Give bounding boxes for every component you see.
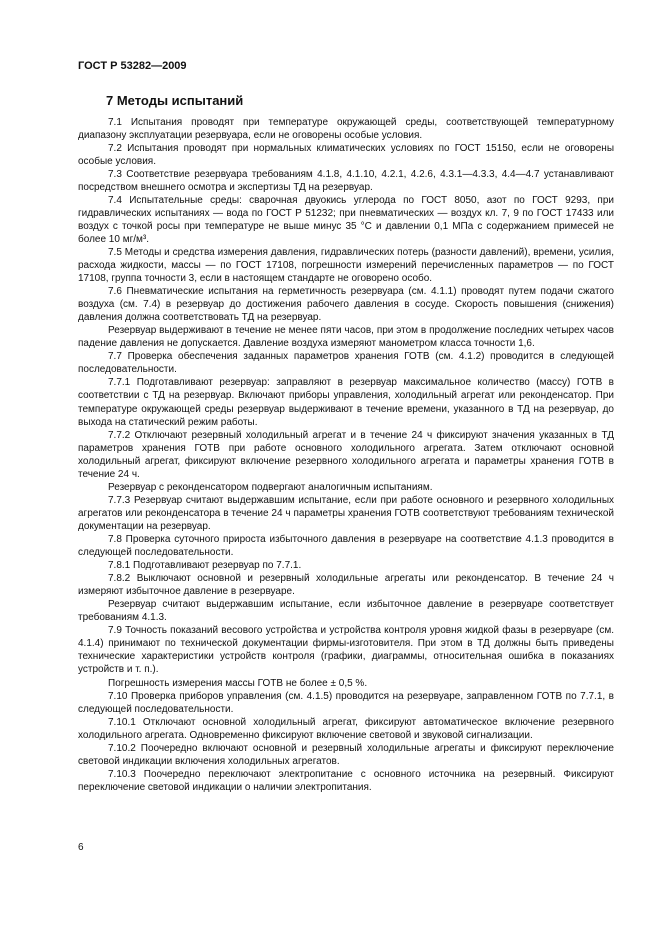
paragraph-7-7-2-reconditioner: Резервуар с реконденсатором подвергают аналогичным испытаниям. [108, 481, 433, 493]
paragraph-7-3: 7.3 Соответствие резервуара требованиям 4.1.8, 4.1.10, 4.2.1, 4.2.6, 4.3.1—4.3.3, 4.4—4.7 устанавливают посредством внешнего осмотра и экспертизы ТД на резервуар. [78, 168, 614, 193]
body-text [78, 116, 614, 794]
paragraph-7-9: 7.9 Точность показаний весового устройства и устройства контроля уровня жидкой фазы в резервуаре (см. 4.1.4) принимают по технической документации фирмы-изготовителя. При этом в ТД должны быть приведены технические характеристики устройств контроля (графики, диаграммы, относительная ошибка в показаниях устройств и т. п.). [78, 625, 614, 676]
paragraph-7-7-1: 7.7.1 Подготавливают резервуар: заправляют в резервуар максимальное количество (массу) ГОТВ в соответствии с ТД на резервуар. Включают приборы управления, холодильный агрегат или реконденсатор. При температуре окружающей среды резервуар выдерживают в течение времени, указанного в ТД на резервуар, до выхода на статический режим работы. [78, 377, 614, 428]
paragraph-7-2: 7.2 Испытания проводят при нормальных климатических условиях по ГОСТ 15150, если не оговорены особые условия. [78, 142, 614, 167]
paragraph-7-10: 7.10 Проверка приборов управления (см. 4.1.5) проводится на резервуаре, заправленном ГОТВ по 7.7.1, в следующей последовательности. [78, 690, 614, 715]
paragraph-7-9-accuracy: Погрешность измерения массы ГОТВ не более ± 0,5 %. [108, 677, 368, 689]
paragraph-7-6-hold: Резервуар выдерживают в течение не менее пяти часов, при этом в продолжение последних четырех часов падение давления не допускается. Давление воздуха измеряют манометром класса точности 1,6. [78, 325, 614, 350]
paragraph-7-8: 7.8 Проверка суточного прироста избыточного давления в резервуаре на соответствие 4.1.3 проводится в следующей последовательности. [78, 534, 614, 559]
paragraph-7-10-1: 7.10.1 Отключают основной холодильный агрегат, фиксируют автоматическое включение резервного холодильного агрегата. Одновременно фиксируют включение световой и звуковой сигнализации. [78, 716, 614, 741]
paragraph-7-7-3: 7.7.3 Резервуар считают выдержавшим испытание, если при работе основного и резервного холодильных агрегатов или реконденсатора в течение 24 ч параметры хранения ГОТВ соответствуют требованиям технической документации на резервуар. [78, 494, 614, 532]
paragraph-7-1: 7.1 Испытания проводят при температуре окружающей среды, соответствующей температурному диапазону эксплуатации резервуара, если не оговорены особые условия. [78, 116, 614, 141]
paragraph-7-8-1: 7.8.1 Подготавливают резервуар по 7.7.1. [108, 560, 302, 572]
paragraph-7-5: 7.5 Методы и средства измерения давления, гидравлических потерь (разности давлений), времени, усилия, расхода жидкости, массы — по ГОСТ 17108, погрешности измерений перечисленных параметров — по ГОСТ 17108, группа точности 3, если в настоящем стандарте не оговорено особо. [78, 246, 614, 285]
paragraph-7-7-2: 7.7.2 Отключают резервный холодильный агрегат и в течение 24 ч фиксируют значения указанных в ТД параметров хранения ГОТВ при работе основного холодильного агрегата. Затем отключают основной холодильный агрегат, фиксируют включение резервного холодильного агрегата и параметры хранения ГОТВ в течение 24 ч. [78, 429, 614, 480]
standard-header: ГОСТ Р 53282—2009 [78, 60, 187, 72]
section-title: 7 Методы испытаний [106, 93, 244, 108]
paragraph-7-10-2: 7.10.2 Поочередно включают основной и резервный холодильные агрегаты и фиксируют переключение световой индикации включения холодильных агрегатов. [78, 742, 614, 767]
paragraph-7-4: 7.4 Испытательные среды: сварочная двуокись углерода по ГОСТ 8050, азот по ГОСТ 9293, при гидравлических испытаниях — вода по ГОСТ Р 51232; при пневматических — воздух кл. 7, 9 по ГОСТ 17433 или воздух с точкой росы при температуре не выше минус 35 °С и давлении 0,1 МПа с содержанием примесей не более 10 мг/м³. [78, 194, 614, 245]
paragraph-7-7: 7.7 Проверка обеспечения заданных параметров хранения ГОТВ (см. 4.1.2) проводится в следующей последовательности. [78, 351, 614, 376]
paragraph-7-8-2-result: Резервуар считают выдержавшим испытание, если избыточное давление в резервуаре соответствует требованиям 4.1.3. [78, 599, 614, 624]
paragraph-7-8-2: 7.8.2 Выключают основной и резервный холодильные агрегаты или реконденсатор. В течение 24 ч измеряют избыточное давление в резервуаре. [78, 573, 614, 598]
paragraph-7-10-3: 7.10.3 Поочередно переключают электропитание с основного источника на резервный. Фиксируют переключение световой индикации о наличии электропитания. [78, 768, 614, 793]
page-number: 6 [78, 842, 84, 853]
paragraph-7-6: 7.6 Пневматические испытания на герметичность резервуара (см. 4.1.1) проводят путем подачи сжатого воздуха (см. 7.4) в резервуар до достижения рабочего давления в сосуде. Скорость повышения (снижения) давления должна соответствовать ТД на резервуар. [78, 286, 614, 324]
